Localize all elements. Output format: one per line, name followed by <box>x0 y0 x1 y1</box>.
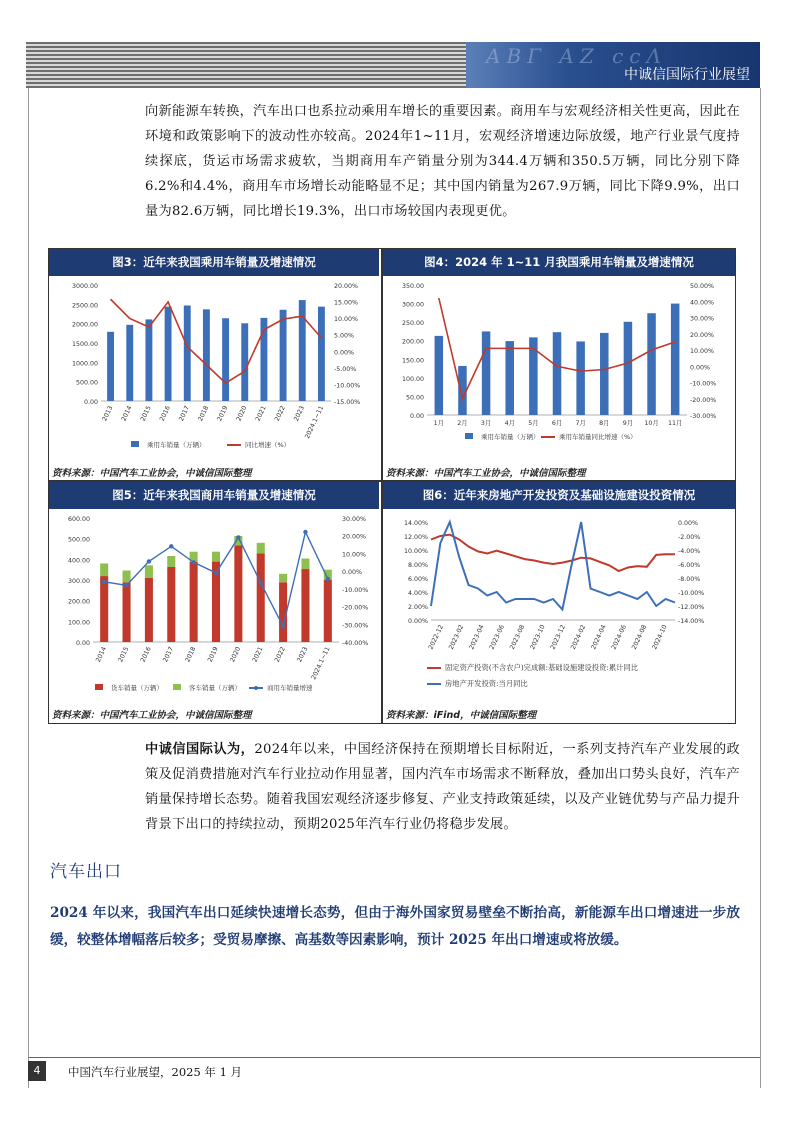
header-title: 中诚信国际行业展望 <box>624 67 750 83</box>
figure-5-source: 资料来源：中国汽车工业协会，中诚信国际整理 <box>52 710 252 721</box>
x-tick-label: 2024.1~11 <box>310 645 332 681</box>
y-right-tick-label: -10.00% <box>342 586 369 594</box>
figure-3-source: 资料来源：中国汽车工业协会，中诚信国际整理 <box>52 468 252 479</box>
y-left-tick-label: 300.00 <box>67 578 90 585</box>
y-right-tick-label: -4.00% <box>678 548 701 555</box>
bar <box>280 310 287 401</box>
legend-label: 同比增速（%） <box>245 441 291 449</box>
legend-label: 客车销量（万辆） <box>189 684 241 692</box>
x-tick-label: 2023-04 <box>468 623 486 651</box>
figure-6-source: 资料来源：iFind，中诚信国际整理 <box>386 710 537 721</box>
y-right-tick-label: 0.00% <box>342 569 363 577</box>
bar <box>190 562 198 642</box>
bar <box>301 569 309 642</box>
y-right-tick-label: -20.00% <box>690 396 717 404</box>
x-tick-label: 2023-10 <box>529 623 547 651</box>
bar <box>435 336 444 415</box>
bar <box>100 563 108 576</box>
bar <box>145 578 153 642</box>
page-number: 4 <box>28 1061 46 1081</box>
header-decoration: ΑΒΓ AZ ccΛ <box>486 44 667 68</box>
bar <box>671 304 680 415</box>
x-tick-label: 10月 <box>644 420 659 427</box>
bar <box>107 332 114 401</box>
bar <box>482 331 491 415</box>
bar <box>647 313 656 415</box>
y-left-tick-label: 200.00 <box>67 598 90 606</box>
y-left-tick-label: 250.00 <box>401 320 424 328</box>
legend-swatch <box>95 684 103 690</box>
bar <box>301 559 309 570</box>
y-right-tick-label: -10.00% <box>334 382 361 390</box>
line-point <box>303 530 307 534</box>
y-left-tick-label: 200.00 <box>401 338 424 346</box>
y-right-tick-label: -30.00% <box>690 413 717 420</box>
bar <box>145 319 152 401</box>
line-point <box>281 624 285 628</box>
y-right-tick-label: -5.00% <box>334 365 357 373</box>
x-tick-label: 2023-12 <box>549 623 567 651</box>
y-right-tick-label: 30.00% <box>690 315 715 323</box>
y-left-tick-label: 350.00 <box>401 283 424 290</box>
figure-5-panel <box>49 482 379 723</box>
bar <box>123 582 131 642</box>
y-right-tick-label: 20.00% <box>342 533 367 541</box>
x-tick-label: 9月 <box>622 420 634 427</box>
header-bar <box>26 42 760 88</box>
bar <box>458 366 467 415</box>
bar <box>212 552 220 562</box>
x-tick-label: 8月 <box>599 420 610 427</box>
y-right-tick-label: -15.00% <box>334 399 361 406</box>
conclusion-body: 2024年以来，中国经济保持在预期增长目标附近，一系列支持汽车产业发展的政策及促消费措施对汽车行业拉动作用显著，国内汽车市场需求不断释放，叠加出口势头良好，汽车产销量保持增长态势。随着我国宏观经济逐步修复、产业支持政策延续，以及产业链优势与产品力提升背景下出口的持续拉动，预期2025年汽车行业仍将稳步发展。 <box>145 742 740 832</box>
y-left-tick-label: 10.00% <box>403 548 428 555</box>
y-right-tick-label: -40.00% <box>342 640 369 647</box>
legend-label: 商用车销量增速 <box>267 684 313 692</box>
series-line <box>431 535 675 571</box>
legend-marker <box>254 686 258 690</box>
x-tick-label: 6月 <box>551 420 563 427</box>
x-tick-label: 2023-02 <box>447 623 466 651</box>
x-tick-label: 11月 <box>668 420 683 427</box>
header-banner <box>466 42 760 88</box>
x-tick-label: 2014 <box>94 645 108 664</box>
x-tick-label: 2021 <box>251 645 265 664</box>
legend-label: 乘用车销量（万辆） <box>147 441 206 449</box>
footer-rule <box>28 1057 760 1058</box>
bar <box>167 556 175 567</box>
y-right-tick-label: 0.00% <box>678 520 699 527</box>
y-right-tick-label: 20.00% <box>334 283 359 290</box>
legend-swatch <box>131 441 139 447</box>
figure-4-title: 图4：2024 年 1~11 月我国乘用车销量及增速情况 <box>383 249 735 276</box>
y-left-tick-label: 600.00 <box>67 516 90 523</box>
y-right-tick-label: 15.00% <box>334 299 359 307</box>
y-left-tick-label: 1500.00 <box>71 341 98 348</box>
x-tick-label: 2024-02 <box>569 623 588 651</box>
x-tick-label: 2018 <box>197 404 211 423</box>
x-tick-label: 2022 <box>273 645 287 664</box>
bar <box>318 307 325 401</box>
y-left-tick-label: 0.00 <box>409 413 424 420</box>
y-left-tick-label: 0.00 <box>75 640 90 647</box>
y-left-tick-label: 12.00% <box>403 534 428 541</box>
x-tick-label: 2023 <box>296 645 310 664</box>
y-left-tick-label: 14.00% <box>403 520 428 527</box>
bar <box>553 332 562 415</box>
line-point <box>124 583 128 587</box>
legend-swatch <box>173 684 181 690</box>
legend-label: 乘用车销量同比增速（%） <box>559 433 637 441</box>
x-tick-label: 2014 <box>120 404 134 423</box>
y-left-tick-label: 3000.00 <box>71 283 98 290</box>
y-left-tick-label: 0.00% <box>407 618 428 625</box>
y-left-tick-label: 6.00% <box>407 576 428 583</box>
bar <box>257 543 265 554</box>
figure-3-panel <box>49 249 379 481</box>
y-left-tick-label: 2000.00 <box>71 321 98 329</box>
x-tick-label: 2019 <box>216 404 230 423</box>
bar <box>165 307 172 401</box>
header-stripes <box>26 42 466 88</box>
y-left-tick-label: 2500.00 <box>71 302 98 310</box>
y-right-tick-label: -10.00% <box>690 380 717 388</box>
bar <box>324 580 332 642</box>
figure-grid <box>48 248 736 724</box>
line-point <box>326 577 330 581</box>
left-margin-rule <box>28 88 29 1088</box>
y-right-tick-label: 5.00% <box>334 332 355 340</box>
figure-6-panel <box>383 482 735 723</box>
y-right-tick-label: 20.00% <box>690 331 715 339</box>
x-tick-label: 2013 <box>101 404 115 423</box>
x-tick-label: 2017 <box>161 645 176 664</box>
y-left-tick-label: 100.00 <box>67 619 90 627</box>
line-point <box>259 581 263 585</box>
series-line <box>111 299 322 383</box>
y-left-tick-label: 2.00% <box>407 604 428 611</box>
y-right-tick-label: -20.00% <box>342 604 369 612</box>
y-left-tick-label: 1000.00 <box>71 360 98 368</box>
legend-label: 房地产开发投资:当月同比 <box>445 679 528 688</box>
x-tick-label: 2024.1~11 <box>303 404 326 440</box>
y-left-tick-label: 8.00% <box>407 562 428 569</box>
bar <box>145 565 153 577</box>
figure-6-title: 图6：近年来房地产开发投资及基础设施建设投资情况 <box>383 482 735 509</box>
y-right-tick-label: 10.00% <box>334 316 359 324</box>
bar <box>299 300 306 401</box>
bar <box>184 305 191 401</box>
bar <box>279 574 287 582</box>
x-tick-label: 2018 <box>184 645 198 664</box>
conclusion-lead: 中诚信国际认为， <box>145 742 255 757</box>
x-tick-label: 2022-12 <box>427 623 445 651</box>
bar <box>222 318 229 401</box>
line-point <box>236 535 240 539</box>
y-left-tick-label: 300.00 <box>401 301 424 309</box>
figure-6-chart <box>383 510 733 706</box>
y-left-tick-label: 50.00 <box>405 394 424 402</box>
y-right-tick-label: 0.00% <box>690 364 711 372</box>
y-right-tick-label: -8.00% <box>678 576 701 583</box>
x-tick-label: 4月 <box>504 420 515 427</box>
conclusion-paragraph <box>145 737 740 837</box>
x-tick-label: 5月 <box>528 420 539 427</box>
x-tick-label: 2024-04 <box>590 623 608 651</box>
legend-label: 货车销量（万辆） <box>111 684 163 692</box>
bar <box>624 322 633 415</box>
x-tick-label: 2月 <box>457 420 468 427</box>
section-summary: 2024 年以来，我国汽车出口延续快速增长态势，但由于海外国家贸易壁垒不断抬高，新能源车出口增速进一步放缓，较整体增幅落后较多；受贸易摩擦、高基数等因素影响，预计 2025 年出口增速或将放缓。 <box>50 905 740 948</box>
bar <box>234 545 242 642</box>
bar <box>203 309 210 401</box>
figure-5-chart <box>49 510 379 706</box>
y-right-tick-label: 50.00% <box>690 283 715 290</box>
legend-swatch <box>465 433 473 439</box>
bar <box>167 567 175 642</box>
bar <box>241 323 248 401</box>
x-tick-label: 2017 <box>177 404 192 423</box>
x-tick-label: 1月 <box>433 420 444 427</box>
figure-4-chart <box>383 277 733 463</box>
figure-3-chart <box>49 277 379 463</box>
bar <box>126 325 133 401</box>
right-margin-rule <box>760 88 761 1088</box>
x-tick-label: 7月 <box>575 420 586 427</box>
x-tick-label: 2024-06 <box>610 623 628 651</box>
line-point <box>169 544 173 548</box>
x-tick-label: 2016 <box>158 404 172 423</box>
x-tick-label: 3月 <box>480 420 492 427</box>
x-tick-label: 2015 <box>117 645 131 664</box>
y-right-tick-label: 30.00% <box>342 516 367 523</box>
bar <box>100 576 108 642</box>
y-right-tick-label: -10.00% <box>678 590 705 597</box>
bar <box>257 553 265 642</box>
x-tick-label: 2023 <box>292 404 307 423</box>
figure-3-title: 图3：近年来我国乘用车销量及增速情况 <box>49 249 379 276</box>
footer-text: 中国汽车行业展望，2025 年 1 月 <box>68 1065 243 1079</box>
line-point <box>102 580 106 584</box>
x-tick-label: 2024-08 <box>630 623 649 651</box>
y-right-tick-label: 10.00% <box>342 551 367 559</box>
x-tick-label: 2024-10 <box>651 623 669 651</box>
bar <box>123 570 131 582</box>
y-right-tick-label: -6.00% <box>678 562 701 569</box>
x-tick-label: 2023-06 <box>488 623 506 651</box>
figure-4-panel <box>383 249 735 481</box>
figure-4-source: 资料来源：中国汽车工业协会，中诚信国际整理 <box>386 468 586 479</box>
y-right-tick-label: 10.00% <box>690 348 715 355</box>
y-right-tick-label: -12.00% <box>678 604 705 611</box>
x-tick-label: 2021 <box>254 404 268 423</box>
x-tick-label: 2019 <box>206 645 220 664</box>
y-right-tick-label: -30.00% <box>342 622 369 630</box>
y-right-tick-label: -2.00% <box>678 534 701 541</box>
y-right-tick-label: 40.00% <box>690 299 715 307</box>
line-point <box>214 571 218 575</box>
bar <box>505 341 514 415</box>
y-left-tick-label: 500.00 <box>75 379 98 387</box>
line-point <box>147 559 151 563</box>
bar <box>576 341 585 415</box>
x-tick-label: 2023-08 <box>508 623 527 651</box>
legend-label: 固定资产投资(不含农户)完成额:基础设施建设投资:累计同比 <box>445 663 639 672</box>
y-left-tick-label: 0.00 <box>83 399 98 406</box>
y-left-tick-label: 500.00 <box>67 536 90 544</box>
x-tick-label: 2015 <box>139 404 153 423</box>
y-left-tick-label: 150.00 <box>401 357 424 365</box>
x-tick-label: 2022 <box>273 404 287 423</box>
intro-paragraph: 向新能源车转换，汽车出口也系拉动乘用车增长的重要因素。商用车与宏观经济相关性更高，因此在环境和政策影响下的波动性亦较高。2024年1~11月，宏观经济增速边际放缓，地产行业景气度持续探底，货运市场需求疲软，当期商用车产销量分别为344.4万辆和350.5万辆，同比分别下降6.2%和4.4%，商用车市场增长动能略显不足；其中国内销量为267.9万辆，同比下降9.9%，出口量为82.6万辆，同比增长19.3%，出口市场较国内表现更优。 <box>145 104 740 219</box>
y-right-tick-label: -14.00% <box>678 618 705 625</box>
x-tick-label: 2016 <box>139 645 153 664</box>
y-right-tick-label: 0.00% <box>334 349 355 357</box>
bar <box>600 333 609 415</box>
section-heading: 汽车出口 <box>50 862 122 882</box>
x-tick-label: 2020 <box>229 645 243 664</box>
x-tick-label: 2020 <box>235 404 249 423</box>
figure-5-title: 图5：近年来我国商用车销量及增速情况 <box>49 482 379 509</box>
y-left-tick-label: 100.00 <box>401 375 424 383</box>
line-point <box>191 560 195 564</box>
y-left-tick-label: 4.00% <box>407 590 428 597</box>
legend-label: 乘用车销量（万辆） <box>481 433 540 441</box>
y-left-tick-label: 400.00 <box>67 557 90 565</box>
